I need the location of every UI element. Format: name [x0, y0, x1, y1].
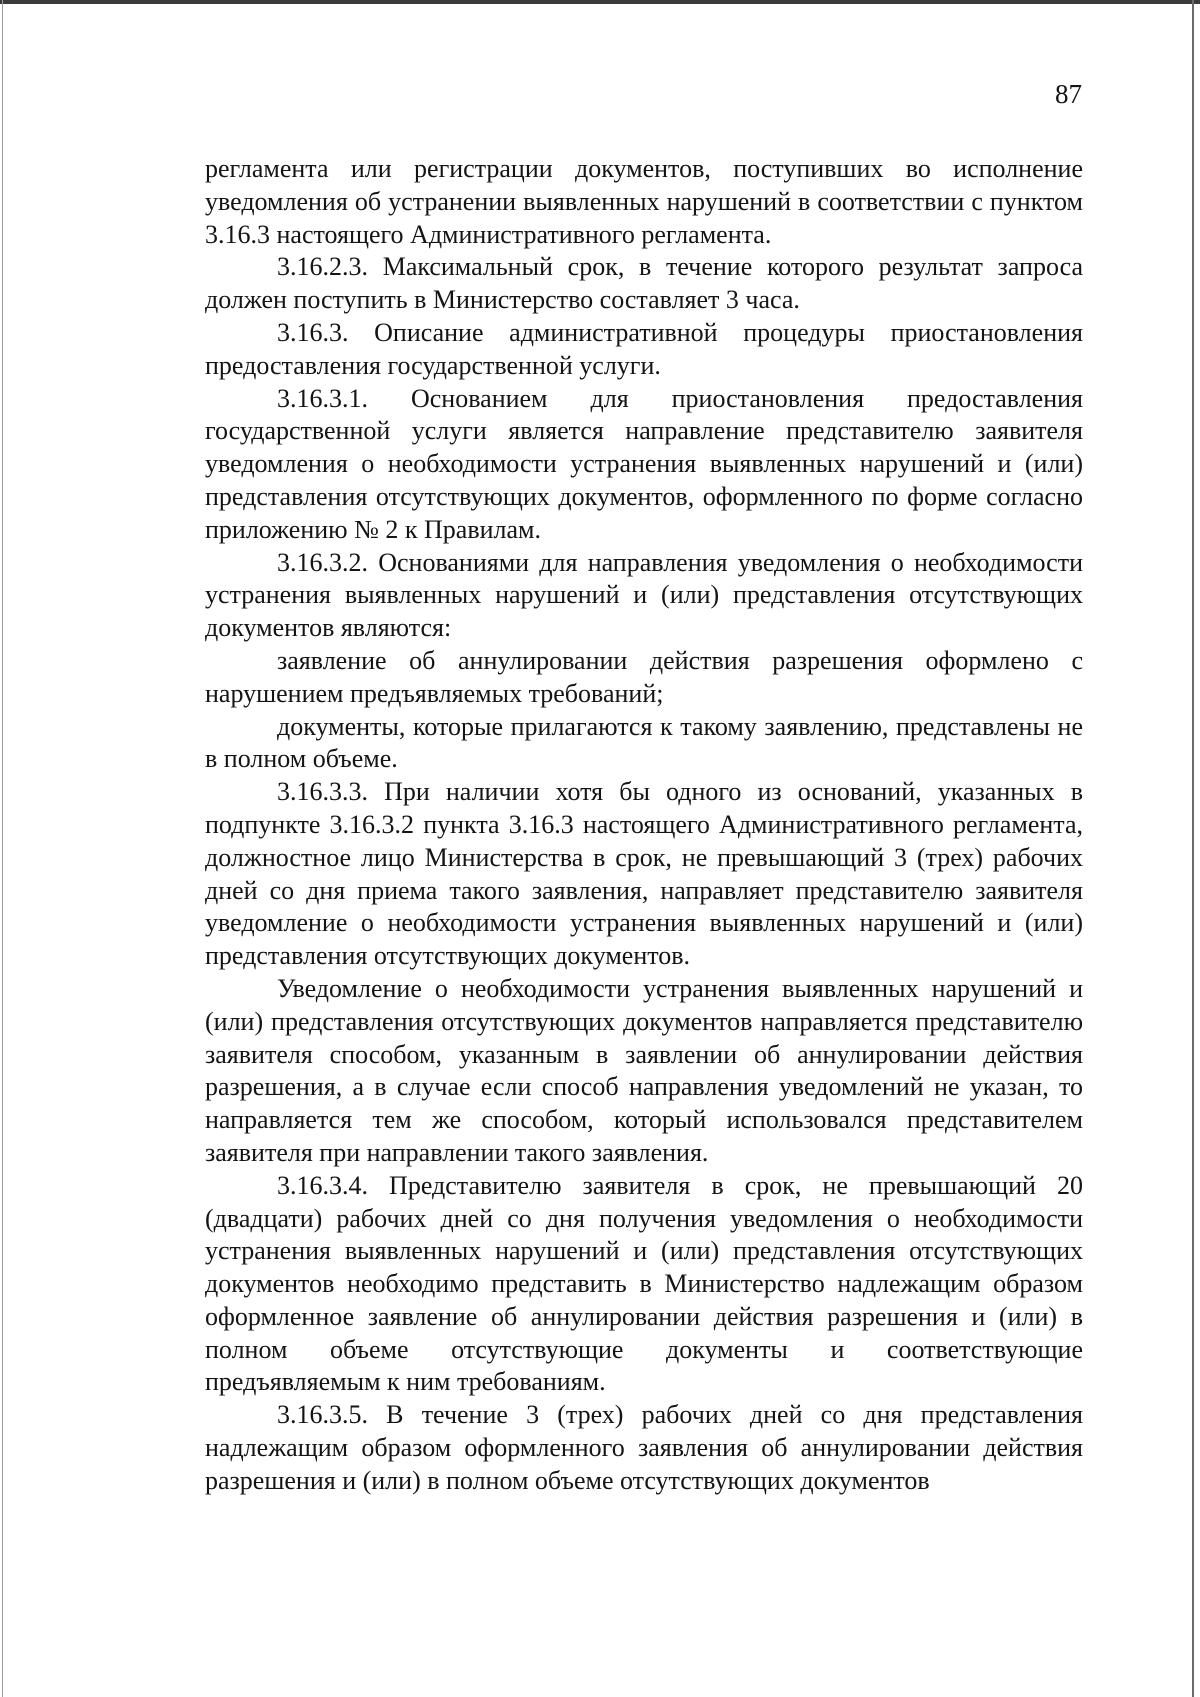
document-body [205, 153, 1083, 1498]
paragraph-list-item-1: заявление об аннулировании действия разрешения оформлено с нарушением предъявляемых требований; [205, 645, 1083, 708]
scan-edge-right [1192, 0, 1194, 1697]
paragraph-3-16-3-2: 3.16.3.2. Основаниями для направления уведомления о необходимости устранения выявленных нарушений и (или) представления отсутствующих документов являются: [205, 547, 1083, 643]
paragraph-3-16-3-3: 3.16.3.3. При наличии хотя бы одного из оснований, указанных в подпункте 3.16.3.2 пункта 3.16.3 настоящего Административного регламента, должностное лицо Министерства в срок, не превышающий 3 (трех) рабочих дней со дня приема такого заявления, направляет представителю заявителя уведомление о необходимости устранения выявленных нарушений и (или) представления отсутствующих документов. [205, 777, 1083, 971]
scan-edge-left [2, 0, 3, 1697]
paragraph-3-16-3-5: 3.16.3.5. В течение 3 (трех) рабочих дней со дня представления надлежащим образом оформленного заявления об аннулировании действия разрешения и (или) в полном объеме отсутствующих документов [205, 1400, 1083, 1495]
paragraph-3-16-3-4: 3.16.3.4. Представителю заявителя в срок, не превышающий 20 (двадцати) рабочих дней со дня получения уведомления о необходимости устранения выявленных нарушений и (или) представления отсутствующих документов необходимо представить в Министерство надлежащим образом оформленное заявление об аннулировании действия разрешения и (или) в полном объеме отсутствующие документы и соответствующие предъявляемым к ним требованиям. [205, 1170, 1083, 1397]
paragraph-3-16-3: 3.16.3. Описание административной процедуры приостановления предоставления государственной услуги. [205, 317, 1083, 380]
paragraph-3-16-3-1: 3.16.3.1. Основанием для приостановления предоставления государственной услуги является направление представителю заявителя уведомления о необходимости устранения выявленных нарушений и (или) представления отсутствующих документов, оформленного по форме согласно приложению № 2 к Правилам. [205, 383, 1083, 544]
paragraph-continuation: регламента или регистрации документов, поступивших во исполнение уведомления об устранении выявленных нарушений в соответствии с пунктом 3.16.3 настоящего Административного регламента. [205, 154, 1083, 249]
paragraph-notification: Уведомление о необходимости устранения выявленных нарушений и (или) представления отсутствующих документов направляется представителю заявителя способом, указанным в заявлении об аннулировании действия разрешения, а в случае если способ направления уведомлений не указан, то направляется тем же способом, который использовался представителем заявителя при направлении такого заявления. [205, 973, 1083, 1167]
page-number: 87 [1055, 79, 1082, 109]
paragraph-3-16-2-3: 3.16.2.3. Максимальный срок, в течение которого результат запроса должен поступить в Министерство составляет 3 часа. [205, 252, 1083, 315]
scan-edge-top [0, 0, 1200, 4]
paragraph-list-item-2: документы, которые прилагаются к такому заявлению, представлены не в полном объеме. [205, 711, 1083, 774]
